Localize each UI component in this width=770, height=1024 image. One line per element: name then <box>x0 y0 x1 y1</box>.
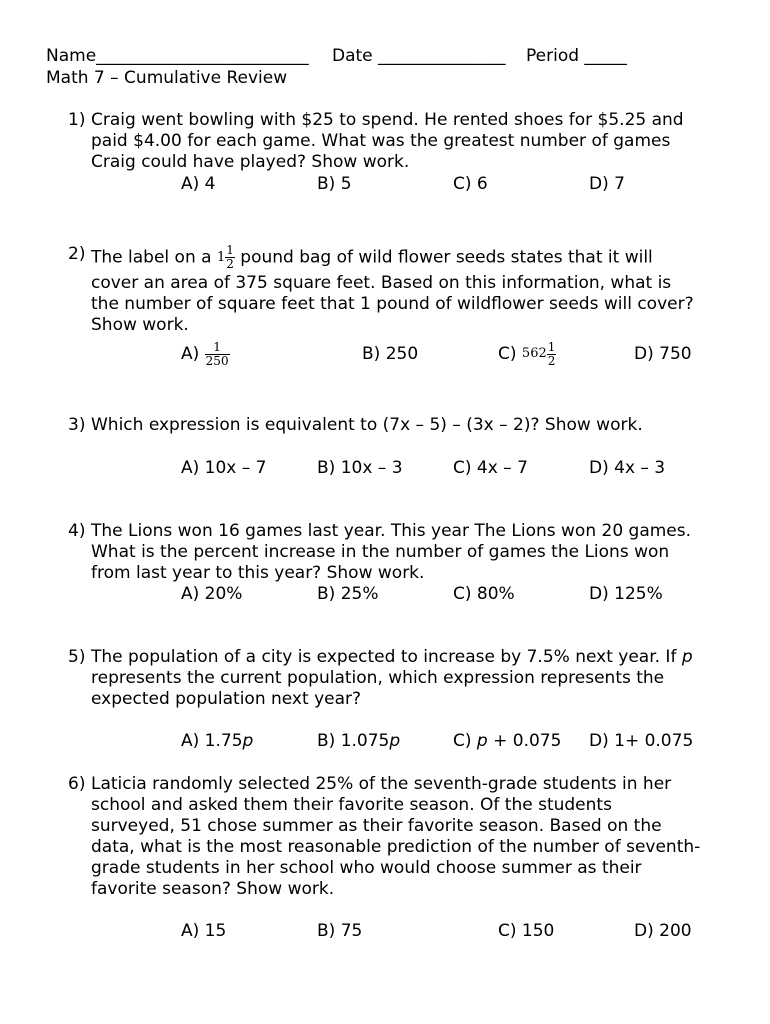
fraction-denominator: 2 <box>226 257 234 271</box>
question-1-choice-a: A) 4 <box>181 174 216 194</box>
fraction-numerator: 1 <box>226 243 234 257</box>
question-2-choice-a <box>181 340 230 368</box>
question-3-number: 3) <box>68 415 86 435</box>
question-1-text-line: paid $4.00 for each game. What was the greatest number of games <box>91 131 671 151</box>
period-field-label: Period _____ <box>526 46 627 66</box>
question-2-choice-d: D) 750 <box>634 344 692 364</box>
choice-text: B) 1.075 <box>317 731 390 751</box>
question-3-text-line: Which expression is equivalent to (7x – 5) – (3x – 2)? Show work. <box>91 415 643 435</box>
worksheet-title: Math 7 – Cumulative Review <box>46 68 288 88</box>
choice-text: C) <box>453 731 477 751</box>
question-6-choice-b: B) 75 <box>317 921 363 941</box>
choice-label: A) <box>181 344 200 364</box>
question-3-choice-d: D) 4x – 3 <box>589 458 666 478</box>
question-4-choice-b: B) 25% <box>317 584 379 604</box>
question-4-text-line: What is the percent increase in the number of games the Lions won <box>91 542 670 562</box>
question-5-text-line: expected population next year? <box>91 689 362 709</box>
variable-p: p <box>389 731 401 751</box>
question-5-choice-d: D) 1+ 0.075 <box>589 731 694 751</box>
variable-p: p <box>476 731 488 751</box>
question-6-text-line: grade students in her school who would choose summer as their <box>91 858 642 878</box>
question-5-text-line <box>91 647 693 668</box>
fraction-denominator: 2 <box>547 353 556 368</box>
question-5-choice-c <box>453 731 561 752</box>
mixed-number <box>522 340 556 368</box>
question-1-text-line: Craig could have played? Show work. <box>91 152 410 172</box>
variable-p: p <box>681 647 693 667</box>
question-2-text-start: The label on a <box>91 247 212 268</box>
mixed-number <box>217 244 235 271</box>
question-4-number: 4) <box>68 521 86 541</box>
mixed-number-whole: 1 <box>216 250 226 265</box>
question-6-number: 6) <box>68 774 86 794</box>
fraction-numerator: 1 <box>547 339 556 354</box>
question-2-text-line: Show work. <box>91 315 189 335</box>
fraction-denominator: 250 <box>205 353 229 368</box>
question-6-text-line: surveyed, 51 chose summer as their favorite season. Based on the <box>91 816 662 836</box>
question-2-text-end: pound bag of wild flower seeds states that it will <box>240 247 653 268</box>
fraction <box>547 341 557 368</box>
fraction <box>205 341 230 368</box>
question-6-choice-a: A) 15 <box>181 921 227 941</box>
question-3-choice-b: B) 10x – 3 <box>317 458 403 478</box>
choice-text: A) 1.75 <box>181 731 243 751</box>
question-5-choice-a <box>181 731 253 752</box>
question-2-choice-b: B) 250 <box>362 344 419 364</box>
question-6-text-line: favorite season? Show work. <box>91 879 335 899</box>
question-6-choice-d: D) 200 <box>634 921 692 941</box>
choice-text: + 0.075 <box>487 731 562 751</box>
name-field-label: Name_________________________ <box>46 46 309 66</box>
date-field-label: Date _______________ <box>332 46 506 66</box>
question-5-number: 5) <box>68 647 86 667</box>
choice-label: C) <box>498 344 517 364</box>
question-4-choice-a: A) 20% <box>181 584 243 604</box>
question-6-text-line: Laticia randomly selected 25% of the seventh-grade students in her <box>91 774 672 794</box>
question-1-choice-b: B) 5 <box>317 174 352 194</box>
question-6-choice-c: C) 150 <box>498 921 555 941</box>
question-6-text-line: data, what is the most reasonable prediction of the number of seventh- <box>91 837 701 857</box>
question-2-text-line: cover an area of 375 square feet. Based on this information, what is <box>91 273 672 293</box>
question-2-text-line: the number of square feet that 1 pound of wildflower seeds will cover? <box>91 294 694 314</box>
question-1-choice-c: C) 6 <box>453 174 488 194</box>
question-2-choice-c <box>498 340 556 368</box>
question-4-choice-d: D) 125% <box>589 584 663 604</box>
fraction-numerator: 1 <box>205 341 230 355</box>
question-3-choice-c: C) 4x – 7 <box>453 458 528 478</box>
question-5-choice-b <box>317 731 400 752</box>
question-1-text-line: Craig went bowling with $25 to spend. He rented shoes for $5.25 and <box>91 110 684 130</box>
question-5-text-line: represents the current population, which expression represents the <box>91 668 665 688</box>
question-4-text-line: from last year to this year? Show work. <box>91 563 425 583</box>
question-2-text-line <box>91 244 653 271</box>
mixed-number-whole: 562 <box>521 346 547 361</box>
question-5-text-start: The population of a city is expected to increase by 7.5% next year. If <box>91 647 677 667</box>
question-1-choice-d: D) 7 <box>589 174 625 194</box>
question-4-choice-c: C) 80% <box>453 584 515 604</box>
fraction <box>225 244 235 271</box>
variable-p: p <box>242 731 254 751</box>
question-2-number: 2) <box>68 244 86 264</box>
question-3-choice-a: A) 10x – 7 <box>181 458 267 478</box>
question-6-text-line: school and asked them their favorite season. Of the students <box>91 795 612 815</box>
question-4-text-line: The Lions won 16 games last year. This year The Lions won 20 games. <box>91 521 692 541</box>
question-1-number: 1) <box>68 110 86 130</box>
